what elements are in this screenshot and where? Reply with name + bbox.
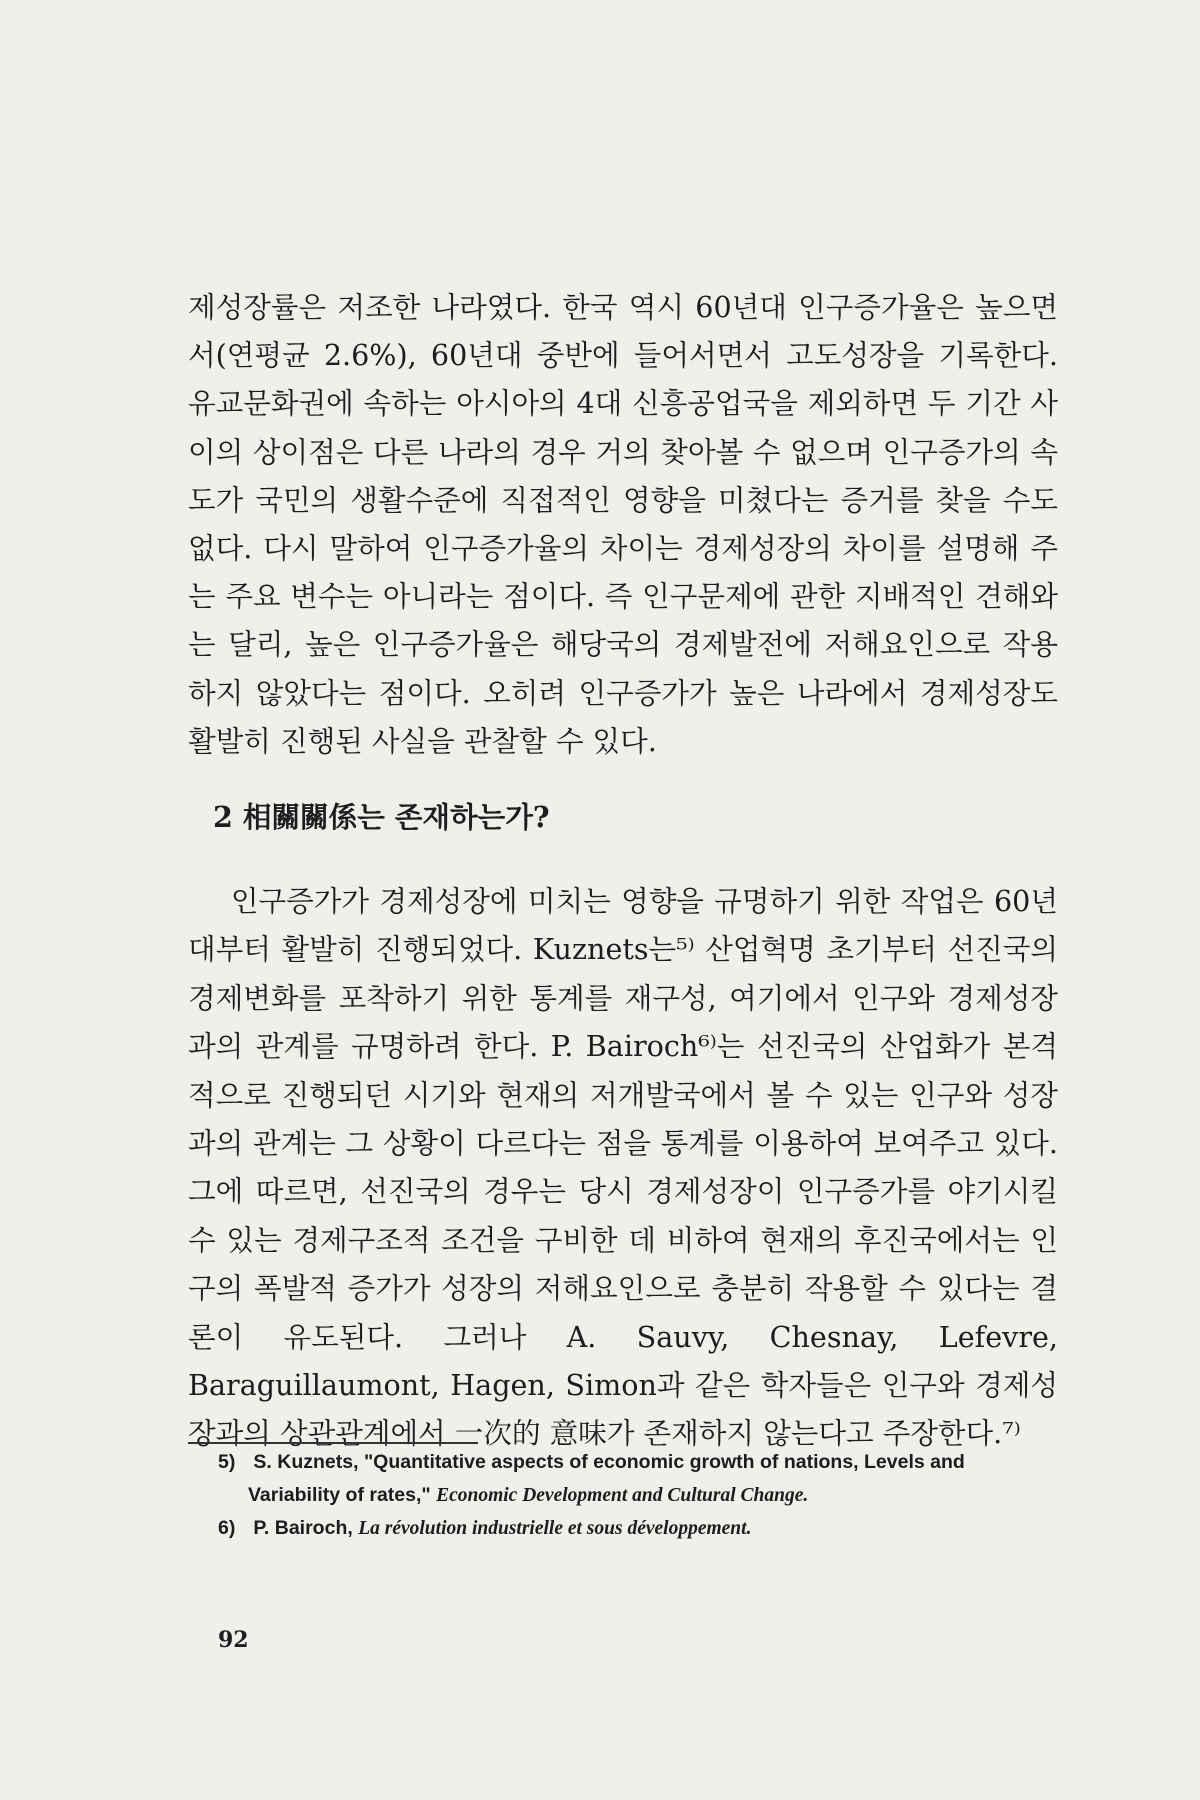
footnotes [218, 1446, 1058, 1545]
footnote-number: 5) [218, 1451, 236, 1473]
page-number: 92 [218, 1627, 249, 1653]
footnote-rule [188, 1442, 478, 1444]
paragraph-continued: 제성장률은 저조한 나라였다. 한국 역시 60년대 인구증가율은 높으면서(연평균 2.6%), 60년대 중반에 들어서면서 고도성장을 기록한다. 유교문화권에 속하는 아시아의 4대 신흥공업국을 제외하면 두 기간 사이의 상이점은 다른 나라의 경우 거의 찾아볼 수 없으며 인구증가의 속도가 국민의 생활수준에 직접적인 영향을 미쳤다는 증거를 찾을 수도 없다. 다시 말하여 인구증가율의 차이는 경제성장의 차이를 설명해 주는 주요 변수는 아니라는 점이다. 즉 인구문제에 관한 지배적인 견해와는 달리, 높은 인구증가율은 해당국의 경제발전에 저해요인으로 작용하지 않았다는 점이다. 오히려 인구증가가 높은 나라에서 경제성장도 활발히 진행된 사실을 관찰할 수 있다. [188, 290, 1058, 758]
paragraph-section-2: 인구증가가 경제성장에 미치는 영향을 규명하기 위한 작업은 60년대부터 활발히 진행되었다. Kuznets는⁵⁾ 산업혁명 초기부터 선진국의 경제변화를 포착하기 위한 통계를 재구성, 여기에서 인구와 경제성장과의 관계를 규명하려 한다. P. Bairoch⁶⁾는 선진국의 산업화가 본격적으로 진행되던 시기와 현재의 저개발국에서 볼 수 있는 인구와 성장과의 관계는 그 상황이 다르다는 점을 통계를 이용하여 보여주고 있다. 그에 따르면, 선진국의 경우는 당시 경제성장이 인구증가를 야기시킬 수 있는 경제구조적 조건을 구비한 데 비하여 현재의 후진국에서는 인구의 폭발적 증가가 성장의 저해요인으로 충분히 작용할 수 있다는 결론이 유도된다. 그러나 A. Sauvy, Chesnay, Lefevre, Baraguillaumont, Hagen, Simon과 같은 학자들은 인구와 경제성장과의 상관관계에서 一次的 意味가 존재하지 않는다고 주장한다.⁷⁾ [188, 884, 1058, 1451]
section-heading: 2 相關關係는 존재하는가? [213, 800, 550, 834]
footnote-text: P. Bairoch, [253, 1517, 353, 1539]
footnote-italic-title: Economic Development and Cultural Change. [436, 1485, 809, 1506]
footnote-5 [218, 1446, 1058, 1512]
footnote-text: S. Kuznets, "Quantitative aspects of economic growth of nations, Levels and Variability of rates," [248, 1451, 965, 1506]
footnote-italic-title: La révolution industrielle et sous développement. [358, 1518, 752, 1539]
footnote-number: 6) [218, 1517, 236, 1539]
footnote-6 [218, 1512, 1058, 1545]
